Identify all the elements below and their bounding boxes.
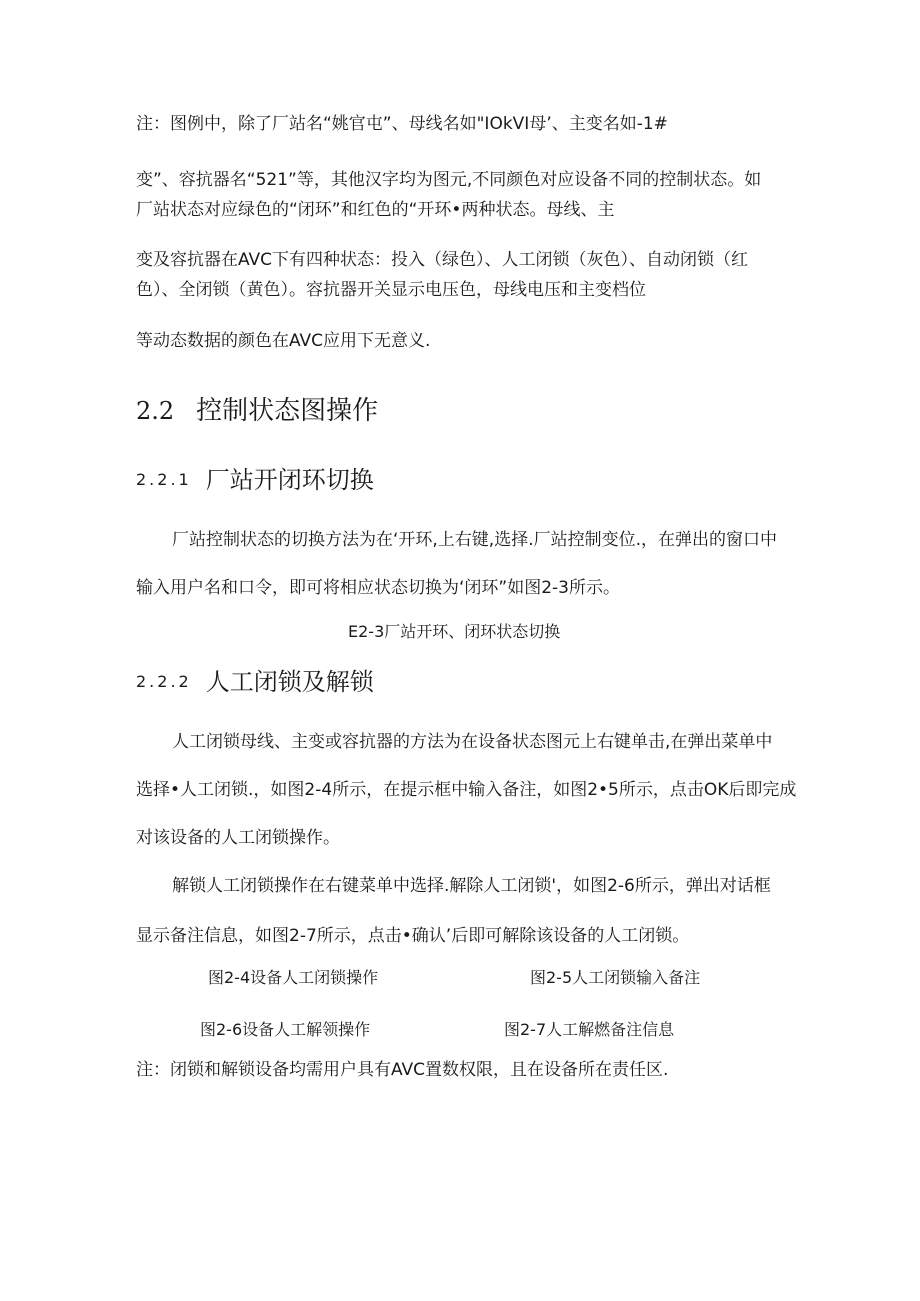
section-title: 人工闭锁及解锁 [205, 668, 374, 696]
note-line-6: 等动态数据的颜色在AVC应用下无意义. [136, 331, 431, 351]
section-number: 2.2 [136, 397, 175, 425]
note-line-5: 色）、全闭锁（黄色）。容抗器开关显示电压色，母线电压和主变档位 [136, 280, 646, 300]
section-heading-2-2-1 [136, 464, 374, 496]
note-line-1: 注：图例中，除了厂站名“姚官屯”、母线名如"IOkVI母’、主变名如-1# [136, 114, 668, 134]
paragraph-line: 显示备注信息，如图2-7所示，点击•确认’后即可解除该设备的人工闭锁。 [136, 926, 690, 946]
figure-caption-2-3: E2-3厂站开环、闭环状态切换 [348, 622, 561, 641]
figure-caption-2-7: 图2-7人工解燃备注信息 [504, 1020, 675, 1039]
paragraph-line: 人工闭锁母线、主变或容抗器的方法为在设备状态图元上右键单击,在弹出菜单中 [172, 732, 773, 752]
paragraph-line: 解锁人工闭锁操作在右键菜单中选择.解除人工闭锁'，如图2-6所示，弹出对话框 [172, 876, 771, 896]
paragraph-line: 厂站控制状态的切换方法为在‘开环,上右键,选择.厂站控制变位.，在弹出的窗口中 [172, 530, 778, 550]
section-heading-2-2-2 [136, 666, 374, 698]
section-title: 控制状态图操作 [196, 396, 379, 426]
section-title: 厂站开闭环切换 [205, 466, 374, 494]
note-line-3: 厂站状态对应绿色的“闭环”和红色的“开环•两种状态。母线、主 [136, 200, 615, 220]
section-number: 2.2.2 [136, 672, 192, 691]
paragraph-line: 对该设备的人工闭锁操作。 [136, 828, 340, 848]
note-line-4: 变及容抗器在AVC下有四种状态：投入（绿色）、人工闭锁（灰色）、自动闭锁（红 [136, 250, 749, 270]
note-permission: 注：闭锁和解锁设备均需用户具有AVC置数权限，且在设备所在责任区. [136, 1060, 669, 1080]
figure-caption-2-6: 图2-6设备人工解领操作 [200, 1020, 371, 1039]
figure-caption-2-4: 图2-4设备人工闭锁操作 [208, 968, 379, 987]
figure-caption-2-5: 图2-5人工闭锁输入备注 [530, 968, 701, 987]
paragraph-line: 选择•人工闭锁.，如图2-4所示，在提示框中输入备注，如图2•5所示，点击OK后即完成 [136, 780, 797, 800]
paragraph-line: 输入用户名和口令，即可将相应状态切换为‘闭环”如图2-3所示。 [136, 578, 620, 598]
note-line-2: 变”、容抗器名“521”等，其他汉字均为图元,不同颜色对应设备不同的控制状态。如 [136, 170, 762, 190]
section-heading-2-2 [136, 394, 378, 428]
section-number: 2.2.1 [136, 470, 192, 489]
